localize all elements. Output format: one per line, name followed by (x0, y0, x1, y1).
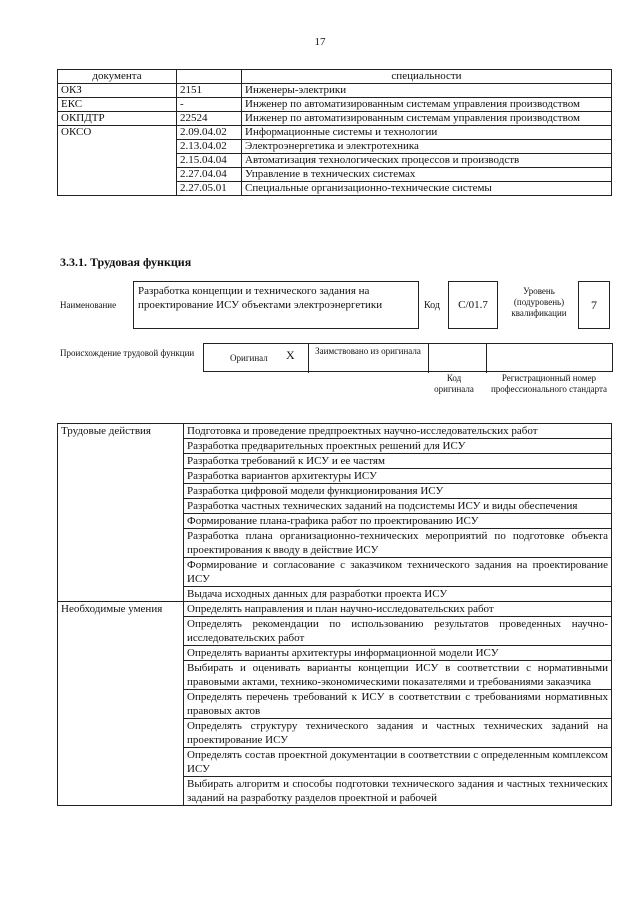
original-label: Оригинал (230, 353, 268, 363)
skill-item: Определять перечень требований к ИСУ в соответствии с требованиями нормативных правовых актов (184, 690, 612, 719)
labor-action-item: Разработка требований к ИСУ и ее частям (184, 454, 612, 469)
skill-item: Выбирать и оценивать варианты концепции ИСУ в соответствии с нормативными правовыми актами, технико-экономическими показателями и требованиями заказчика (184, 661, 612, 690)
cell-code: 2151 (177, 84, 242, 98)
origin-label: Происхождение трудовой функции (60, 348, 195, 358)
labor-action-item: Подготовка и проведение предпроектных научно-исследовательских работ (184, 424, 612, 439)
code-label: Код (424, 300, 440, 311)
table-row (58, 602, 612, 617)
cell-code: 2.09.04.02 (177, 126, 242, 140)
cell-code: 22524 (177, 112, 242, 126)
table-row (58, 424, 612, 439)
labor-action-item: Разработка плана организационно-технических мероприятий по подготовке объекта проектирования к вводу в действие ИСУ (184, 529, 612, 558)
code-original-cell (428, 344, 486, 373)
skill-item: Определять рекомендации по использованию результатов проведенных научно-исследовательских работ (184, 617, 612, 646)
cell-document: ЕКС (58, 98, 177, 112)
cell-name: Инженер по автоматизированным системам управления производством (242, 112, 612, 126)
skills-label: Необходимые умения (58, 602, 184, 806)
classification-table (57, 69, 612, 196)
skill-item: Определять структуру технического задания и частных технических заданий на проектирование ИСУ (184, 719, 612, 748)
borrowed-label: Заимствовано из оригинала (315, 346, 421, 356)
table-row (58, 98, 612, 112)
table-row (58, 112, 612, 126)
function-code-box: С/01.7 (448, 281, 498, 329)
function-name-box: Разработка концепции и технического задания на проектирование ИСУ объектами электроэнергетики (133, 281, 419, 329)
header-cell-specialty: специальности (242, 70, 612, 84)
labor-action-item: Разработка цифровой модели функционирования ИСУ (184, 484, 612, 499)
original-mark: Х (286, 348, 295, 362)
header-cell-document: документа (58, 70, 177, 84)
labor-action-item: Формирование плана-графика работ по проектированию ИСУ (184, 514, 612, 529)
name-label: Наименование (60, 300, 117, 310)
header-cell-code (177, 70, 242, 84)
origin-row (203, 343, 613, 372)
cell-name: Инженеры-электрики (242, 84, 612, 98)
cell-code: 2.13.04.02 (177, 140, 242, 154)
skill-item: Определять варианты архитектуры информационной модели ИСУ (184, 646, 612, 661)
cell-document: ОКЗ (58, 84, 177, 98)
labor-actions-label: Трудовые действия (58, 424, 184, 602)
cell-name: Управление в технических системах (242, 168, 612, 182)
labor-action-item: Выдача исходных данных для разработки проекта ИСУ (184, 587, 612, 602)
cell-code: 2.27.04.04 (177, 168, 242, 182)
cell-document: ОКСО (58, 126, 177, 196)
section-title: 3.3.1. Трудовая функция (60, 255, 192, 269)
cell-code: - (177, 98, 242, 112)
cell-name: Инженер по автоматизированным системам управления производством (242, 98, 612, 112)
table-row (58, 126, 612, 140)
reg-number-cell (486, 344, 614, 373)
skill-item: Определять направления и план научно-исследовательских работ (184, 602, 612, 617)
cell-code: 2.15.04.04 (177, 154, 242, 168)
labor-action-item: Разработка вариантов архитектуры ИСУ (184, 469, 612, 484)
cell-name: Специальные организационно-технические системы (242, 182, 612, 196)
table-row (58, 84, 612, 98)
page-number: 17 (314, 36, 326, 48)
cell-name: Электроэнергетика и электротехника (242, 140, 612, 154)
qualification-level-box: 7 (578, 281, 610, 329)
cell-name: Автоматизация технологических процессов и производств (242, 154, 612, 168)
labor-action-item: Формирование и согласование с заказчиком технического задания на проектирование ИСУ (184, 558, 612, 587)
labor-function-table (57, 423, 612, 806)
skill-item: Определять состав проектной документации в соответствии с определенным комплексом ИСУ (184, 748, 612, 777)
reg-number-label: Регистрационный номер профессионального стандарта (490, 373, 608, 394)
skill-item: Выбирать алгоритм и способы подготовки технического задания и частных технических заданий на разработку разделов проектной и рабочей (184, 777, 612, 806)
code-original-label: Код оригинала (434, 373, 474, 394)
labor-action-item: Разработка предварительных проектных решений для ИСУ (184, 439, 612, 454)
borrowed-cell (308, 344, 428, 373)
cell-name: Информационные системы и технологии (242, 126, 612, 140)
cell-code: 2.27.05.01 (177, 182, 242, 196)
labor-action-item: Разработка частных технических заданий на подсистемы ИСУ и виды обеспечения (184, 499, 612, 514)
level-label: Уровень (подуровень) квалификации (511, 286, 567, 318)
cell-document: ОКПДТР (58, 112, 177, 126)
